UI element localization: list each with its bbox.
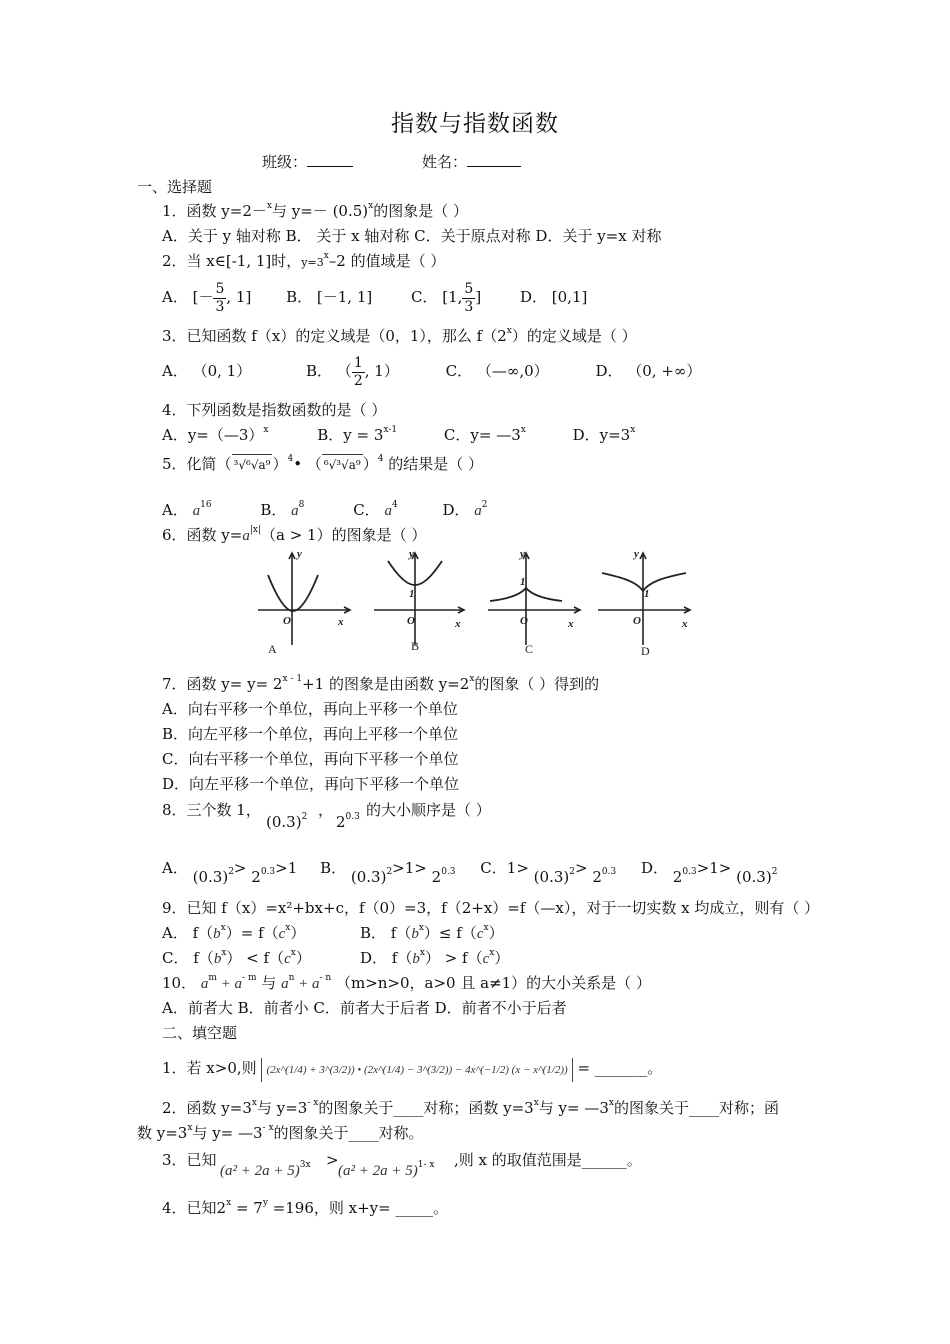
q4-stem: 4．下列函数是指数函数的是（ ）	[162, 401, 387, 419]
f3-tail: ,则 x 的取值范围是______。	[454, 1151, 642, 1169]
q6-graphs	[252, 545, 697, 657]
graph-b-x: x	[455, 618, 461, 630]
q8-stem-a: 8．三个数 1，	[162, 801, 261, 819]
graph-c-one: 1	[520, 576, 526, 588]
q9-option-c: C． $f(b^x) < f(c^x)$	[162, 948, 311, 967]
q2-options: A． [－ $\frac{5}{3}$ , 1] B． [－1, 1] C． [1, $\frac{5}{3}$ ] D． [0,1]	[162, 280, 588, 315]
f2-line2: 数 $y=3^x$与 $y= —3^{- x}$的图象关于____对称。	[137, 1123, 424, 1142]
graph-a-o: O	[283, 615, 291, 627]
page-title: 指数与指数函数	[391, 111, 559, 137]
q10-stem: 10． $a^m + a^{- m}$ 与 $a^n + a^{- n}$ （m>n>0，a>0 且 a≠1）的大小关系是（ ）	[162, 973, 651, 992]
graph-d-o: O	[633, 615, 641, 627]
q8-expr-2: $2^{0.3}$	[336, 812, 360, 831]
q8-options: A． $(0.3)^2> 2^{0.3}>1$ B． $(0.3)^2>1> 2^{0.3}$ C．$1> (0.3)^2> 2^{0.3}$ D． $2^{0.3}>1> (0.3)^2$	[162, 859, 778, 886]
graph-b	[374, 553, 464, 645]
f1-stem: 1．若 x>0,则 (2x^(1/4) + 3^(3/2)) • (2x^(1/4) − 3^(3/2)) − 4x^(−1/2) (x − x^(1/2)) = _______。	[162, 1058, 662, 1080]
q5-stem: 5．化简（ ³√⁶√a⁹ ）$^4$• （ ⁶√³√a⁹ ）$^4$ 的结果是（ ）	[162, 454, 483, 473]
f3-gt: >	[326, 1151, 339, 1169]
q9-option-a: A． $f(b^x)= f(c^x)$	[162, 923, 306, 942]
section-fill: 二、填空题	[162, 1024, 238, 1042]
graph-d-x: x	[682, 618, 688, 630]
q2-stem: 2．当 x∈[-1, 1]时，$y=3^x-2$ 的值域是（ ）	[162, 251, 446, 270]
q8-stem-b: 的大小顺序是（ ）	[366, 801, 491, 819]
f3-lhs: $(a^2 + 2a + 5)^{3x}$	[220, 1160, 311, 1179]
f2-line1: 2．函数 $y=3^x$与 $y=3^{- x}$的图象关于____对称；函数 $y=3^x$与 $y= —3^x$的图象关于____对称；函	[162, 1098, 779, 1117]
q9-stem: 9．已知 f（x）=x²+bx+c，f（0）=3，f（2+x）=f（—x），对于一切实数 x 均成立，则有（ ）	[162, 899, 820, 917]
graph-c-x: x	[568, 618, 574, 630]
graph-c-y: y	[520, 548, 525, 560]
class-label: 班级：	[262, 152, 353, 172]
graph-d-one: 1	[644, 588, 650, 600]
f3-rhs: $(a^2 + 2a + 5)^{1- x}$	[338, 1160, 435, 1179]
q10-options: A．前者大 B．前者小 C．前者大于后者 D．前者不小于后者	[162, 999, 567, 1017]
q7-stem: 7．函数 $y= y= 2^{x - 1}+1$ 的图象是由函数 $y=2^x$的图象（ ）得到的	[162, 674, 600, 693]
q1-options: A．关于 y 轴对称 B． 关于 x 轴对称 C．关于原点对称 D．关于 y=x 对称	[162, 227, 662, 245]
q5-options: A． $a^{16}$ B． $a^8$ C． $a^4$ D． $a^2$	[162, 500, 488, 519]
q4-options: A．y=（—3）$^x$ B．$y = 3^{x-1}$ C．$y= —3^x$ D．$y=3^x$	[162, 425, 636, 444]
q8-comma: ，	[318, 801, 334, 819]
section-choice: 一、选择题	[137, 178, 213, 196]
graph-b-y: y	[409, 548, 414, 560]
f3-stem-label: 3．已知	[162, 1151, 217, 1169]
q9-option-d: D． $f(b^x) > f(c^x)$	[360, 948, 510, 967]
graph-a-y: y	[297, 548, 302, 560]
graph-label-a: A	[268, 642, 277, 656]
graph-b-o: O	[407, 615, 415, 627]
q3-stem: 3．已知函数 f（x）的定义域是（0，1），那么 f（2$^x$）的定义域是（ ）	[162, 326, 637, 345]
graph-label-c: C	[525, 642, 534, 656]
f1-expression: (2x^(1/4) + 3^(3/2)) • (2x^(1/4) − 3^(3/2)) − 4x^(−1/2) (x − x^(1/2))	[261, 1058, 572, 1082]
graph-a	[258, 553, 350, 645]
name-blank[interactable]	[467, 152, 521, 167]
q8-expr-1: $(0.3)^2$	[266, 812, 308, 831]
class-blank[interactable]	[307, 152, 353, 167]
graph-c-o: O	[520, 615, 528, 627]
graph-b-one: 1	[409, 588, 415, 600]
graph-c	[488, 553, 580, 645]
f4-stem: 4．已知$2^x = 7^y =196$，则 x+y= _____。	[162, 1198, 448, 1217]
q7-option-d: D．向左平移一个单位，再向下平移一个单位	[162, 775, 460, 793]
q1-stem: 1．函数 y=2－$^x$与 $y=- (0.5)^x$的图象是（ ）	[162, 201, 468, 220]
q7-option-b: B．向左平移一个单位，再向上平移一个单位	[162, 725, 459, 743]
graph-label-d: D	[641, 644, 650, 657]
q3-options: A． （0, 1） B． （ $\frac{1}{2}$ , 1） C． （—∞,0） D． （0, +∞）	[162, 354, 702, 389]
graph-d-y: y	[634, 548, 639, 560]
q7-option-c: C．向右平移一个单位，再向下平移一个单位	[162, 750, 459, 768]
q9-option-b: B． $f(b^x)\le f(c^x)$	[360, 923, 504, 942]
q6-stem: 6．函数 $y=a^{|x|}(a > 1)$的图象是（ ）	[162, 525, 427, 544]
radical-expr-1: ³√⁶√a⁹	[232, 454, 273, 475]
q7-option-a: A．向右平移一个单位，再向上平移一个单位	[162, 700, 458, 718]
graph-label-b: B	[411, 639, 420, 653]
graph-a-x: x	[338, 616, 344, 628]
radical-expr-2: ⁶√³√a⁹	[322, 454, 363, 475]
name-label: 姓名：	[422, 152, 521, 172]
